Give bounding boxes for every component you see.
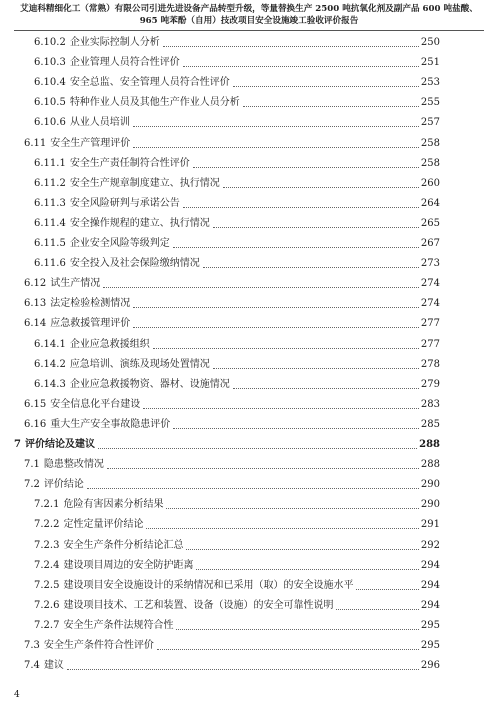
toc-dot-leader (196, 569, 418, 570)
toc-entry-title: 企业实际控制人分析 (69, 37, 160, 48)
toc-entry-page: 257 (420, 117, 440, 129)
toc-entry-page: 251 (420, 57, 440, 69)
toc-dot-leader (176, 629, 418, 630)
toc-entry-number: 6.16 (24, 418, 47, 430)
toc-entry[interactable] (34, 515, 440, 531)
toc-entry-number: 6.11.4 (34, 217, 66, 229)
toc-entry-number: 7.2.7 (34, 619, 60, 631)
toc-entry-number: 6.12 (24, 278, 47, 290)
toc-dot-leader (223, 187, 419, 188)
toc-entry[interactable] (24, 314, 440, 330)
toc-dot-leader (183, 207, 419, 208)
toc-dot-leader (67, 669, 419, 670)
toc-entry-page: 264 (420, 197, 440, 209)
toc-entry-number: 6.11.3 (34, 197, 66, 209)
toc-dot-leader (336, 609, 418, 610)
toc-entry-page: 288 (419, 439, 440, 450)
toc-entry-number: 7.4 (24, 660, 40, 672)
toc-entry-number: 6.11.2 (34, 177, 66, 189)
toc-dot-leader (193, 167, 419, 168)
toc-entry[interactable] (34, 495, 440, 511)
toc-entry-title: 安全生产条件符合性评价 (43, 640, 154, 651)
header-line-2: 965 吨苯酚（自用）技改项目安全设施竣工验收评价报告 (139, 15, 359, 26)
toc-entry-page: 250 (420, 37, 440, 48)
toc-entry[interactable] (24, 415, 440, 431)
toc-entry-title: 企业管理人员符合性评价 (69, 57, 180, 69)
toc-entry-page: 285 (420, 418, 440, 430)
toc-entry-number: 6.14.1 (34, 338, 66, 350)
toc-dot-leader (163, 46, 419, 47)
toc-entry[interactable] (14, 435, 440, 451)
toc-dot-leader (166, 508, 418, 509)
toc-entry[interactable] (34, 174, 440, 190)
toc-entry[interactable] (34, 355, 440, 371)
toc-entry-title: 企业安全风险等级判定 (69, 238, 170, 249)
toc-entry[interactable] (24, 455, 440, 471)
toc-entry-number: 6.13 (24, 298, 47, 310)
toc-entry-number: 7 (14, 439, 21, 450)
toc-entry-title: 安全总监、安全管理人员符合性评价 (69, 77, 230, 89)
toc-entry-number: 6.10.3 (34, 57, 66, 69)
toc-entry-number: 7.1 (24, 459, 40, 471)
toc-entry-title: 应急救援管理评价 (50, 318, 131, 330)
toc-entry-title: 定性定量评价结论 (63, 519, 144, 531)
toc-entry-page: 292 (420, 539, 440, 551)
toc-entry-page: 288 (420, 459, 440, 471)
toc-dot-leader (203, 267, 419, 268)
toc-entry-title: 安全生产条件分析结论汇总 (63, 539, 184, 551)
toc-entry-title: 应急培训、演练及现场处置情况 (69, 358, 210, 370)
toc-entry-number: 7.3 (24, 640, 40, 651)
toc-entry-number: 7.2.3 (34, 539, 60, 551)
toc-dot-leader (356, 589, 418, 590)
toc-entry[interactable] (34, 234, 440, 250)
toc-dot-leader (183, 66, 419, 67)
toc-entry-page: 294 (420, 579, 440, 591)
toc-entry-number: 6.11.1 (34, 157, 66, 169)
toc-entry-page: 267 (420, 238, 440, 249)
toc-entry[interactable] (24, 656, 440, 672)
toc-dot-leader (157, 649, 419, 650)
toc-entry[interactable] (24, 395, 440, 411)
toc-entry[interactable] (34, 254, 440, 270)
toc-entry-title: 建设项目技术、工艺和装置、设备（设施）的安全可靠性说明 (63, 599, 334, 611)
toc-entry[interactable] (34, 154, 440, 170)
toc-entry-page: 294 (420, 599, 440, 611)
toc-entry[interactable] (24, 636, 440, 652)
toc-entry[interactable] (34, 576, 440, 592)
toc-entry-page: 253 (420, 77, 440, 89)
toc-entry[interactable] (24, 274, 440, 290)
toc-entry[interactable] (34, 214, 440, 230)
toc-entry-title: 安全投入及社会保险缴纳情况 (69, 258, 200, 270)
toc-entry-number: 7.2.4 (34, 559, 60, 571)
toc-entry-number: 7.2 (24, 479, 40, 491)
toc-dot-leader (153, 348, 419, 349)
toc-entry-title: 评价结论及建议 (24, 439, 95, 450)
toc-entry-page: 290 (420, 499, 440, 511)
toc-entry-title: 安全生产规章制度建立、执行情况 (69, 177, 220, 189)
toc-entry-title: 安全生产条件法规符合性 (63, 619, 174, 631)
toc-dot-leader (103, 287, 419, 288)
toc-entry-title: 安全操作规程的建立、执行情况 (69, 217, 210, 229)
toc-entry-page: 283 (420, 398, 440, 410)
toc-entry[interactable] (34, 194, 440, 210)
toc-entry-number: 7.2.2 (34, 519, 60, 531)
toc-entry[interactable] (24, 294, 440, 310)
toc-entry-page: 260 (420, 177, 440, 189)
toc-dot-leader (133, 147, 419, 148)
toc-dot-leader (143, 408, 419, 409)
toc-entry[interactable] (34, 93, 440, 109)
toc-entry[interactable] (34, 375, 440, 391)
toc-entry-title: 法定检验检测情况 (50, 298, 131, 310)
toc-dot-leader (233, 388, 419, 389)
toc-dot-leader (133, 307, 419, 308)
toc-entry-number: 7.2.1 (34, 499, 60, 511)
toc-entry-page: 295 (420, 640, 440, 651)
toc-entry[interactable] (34, 113, 440, 129)
toc-dot-leader (107, 468, 419, 469)
toc-entry-title: 从业人员培训 (69, 117, 130, 129)
toc-dot-leader (133, 327, 419, 328)
toc-entry[interactable] (34, 596, 440, 612)
toc-dot-leader (186, 549, 418, 550)
toc-entry[interactable] (34, 33, 440, 49)
toc-entry-page: 265 (420, 217, 440, 229)
toc-entry-number: 6.15 (24, 398, 47, 410)
page-number: 4 (14, 690, 20, 700)
toc-entry-number: 6.11 (24, 137, 47, 149)
toc-entry-title: 特种作业人员及其他生产作业人员分析 (69, 97, 240, 109)
toc-entry-number: 6.11.6 (34, 258, 66, 270)
toc-entry-number: 6.14.2 (34, 358, 66, 370)
toc-entry-title: 评价结论 (43, 479, 84, 491)
toc-entry-title: 建设项目安全设施设计的采纳情况和已采用（取）的安全设施水平 (63, 579, 354, 591)
toc-entry-page: 290 (420, 479, 440, 491)
toc-entry-number: 6.14 (24, 318, 47, 330)
toc-entry[interactable] (24, 475, 440, 491)
toc-entry-title: 企业应急救援组织 (69, 338, 150, 350)
toc-entry[interactable] (34, 616, 440, 632)
toc-entry[interactable] (34, 53, 440, 69)
toc-entry-number: 6.10.4 (34, 77, 66, 89)
toc-dot-leader (87, 488, 419, 489)
toc-dot-leader (213, 368, 419, 369)
toc-entry-title: 建设项目周边的安全防护距离 (63, 559, 194, 571)
toc-entry-number: 6.11.5 (34, 238, 66, 249)
toc-dot-leader (133, 126, 419, 127)
toc-entry-page: 294 (420, 559, 440, 571)
toc-entry-number: 6.10.2 (34, 37, 66, 48)
toc-dot-leader (98, 448, 417, 449)
toc-entry[interactable] (34, 556, 440, 572)
toc-entry-number: 7.2.5 (34, 579, 60, 591)
toc-entry-title: 企业应急救援物资、器材、设施情况 (69, 378, 230, 390)
toc-entry[interactable] (34, 335, 440, 351)
toc-dot-leader (146, 528, 418, 529)
toc-entry-page: 277 (420, 338, 440, 350)
toc-entry[interactable] (34, 73, 440, 89)
toc-entry-number: 7.2.6 (34, 599, 60, 611)
toc-entry-title: 隐患整改情况 (43, 459, 104, 471)
toc-entry-number: 6.14.3 (34, 378, 66, 390)
toc-entry-page: 273 (420, 258, 440, 270)
toc-entry-page: 255 (420, 97, 440, 109)
toc-entry-page: 274 (420, 278, 440, 290)
toc-entry[interactable] (34, 536, 440, 552)
toc-entry-page: 277 (420, 318, 440, 330)
toc-dot-leader (213, 227, 419, 228)
toc-entry-title: 建议 (43, 660, 64, 672)
toc-entry-page: 274 (420, 298, 440, 310)
toc-dot-leader (173, 428, 419, 429)
toc-entry-page: 279 (420, 378, 440, 390)
toc-dot-leader (243, 106, 419, 107)
toc-entry-title: 安全生产管理评价 (50, 137, 131, 149)
toc-entry-page: 295 (420, 619, 440, 631)
toc-entry-title: 安全生产责任制符合性评价 (69, 157, 190, 169)
toc-entry-title: 重大生产安全事故隐患评价 (50, 418, 171, 430)
toc-dot-leader (173, 247, 419, 248)
toc-entry-title: 试生产情况 (50, 278, 101, 290)
toc-entry-page: 296 (420, 660, 440, 672)
toc-entry-page: 291 (420, 519, 440, 531)
toc-entry[interactable] (24, 134, 440, 150)
toc-entry-page: 278 (420, 358, 440, 370)
toc-entry-page: 258 (420, 137, 440, 149)
toc-entry-title: 危险有害因素分析结果 (63, 499, 164, 511)
header-line-1: 艾迪科精细化工（常熟）有限公司引进先进设备产品转型升级，等量替换生产 2500 吨抗氧化剂及副产品 600 吨盐酸、 (20, 4, 478, 14)
toc-dot-leader (233, 86, 419, 87)
toc-entry-number: 6.10.6 (34, 117, 66, 129)
toc-entry-number: 6.10.5 (34, 97, 66, 109)
toc-entry-title: 安全风险研判与承诺公告 (69, 197, 180, 209)
toc-entry-page: 258 (420, 157, 440, 169)
toc-entry-title: 安全信息化平台建设 (50, 398, 141, 410)
